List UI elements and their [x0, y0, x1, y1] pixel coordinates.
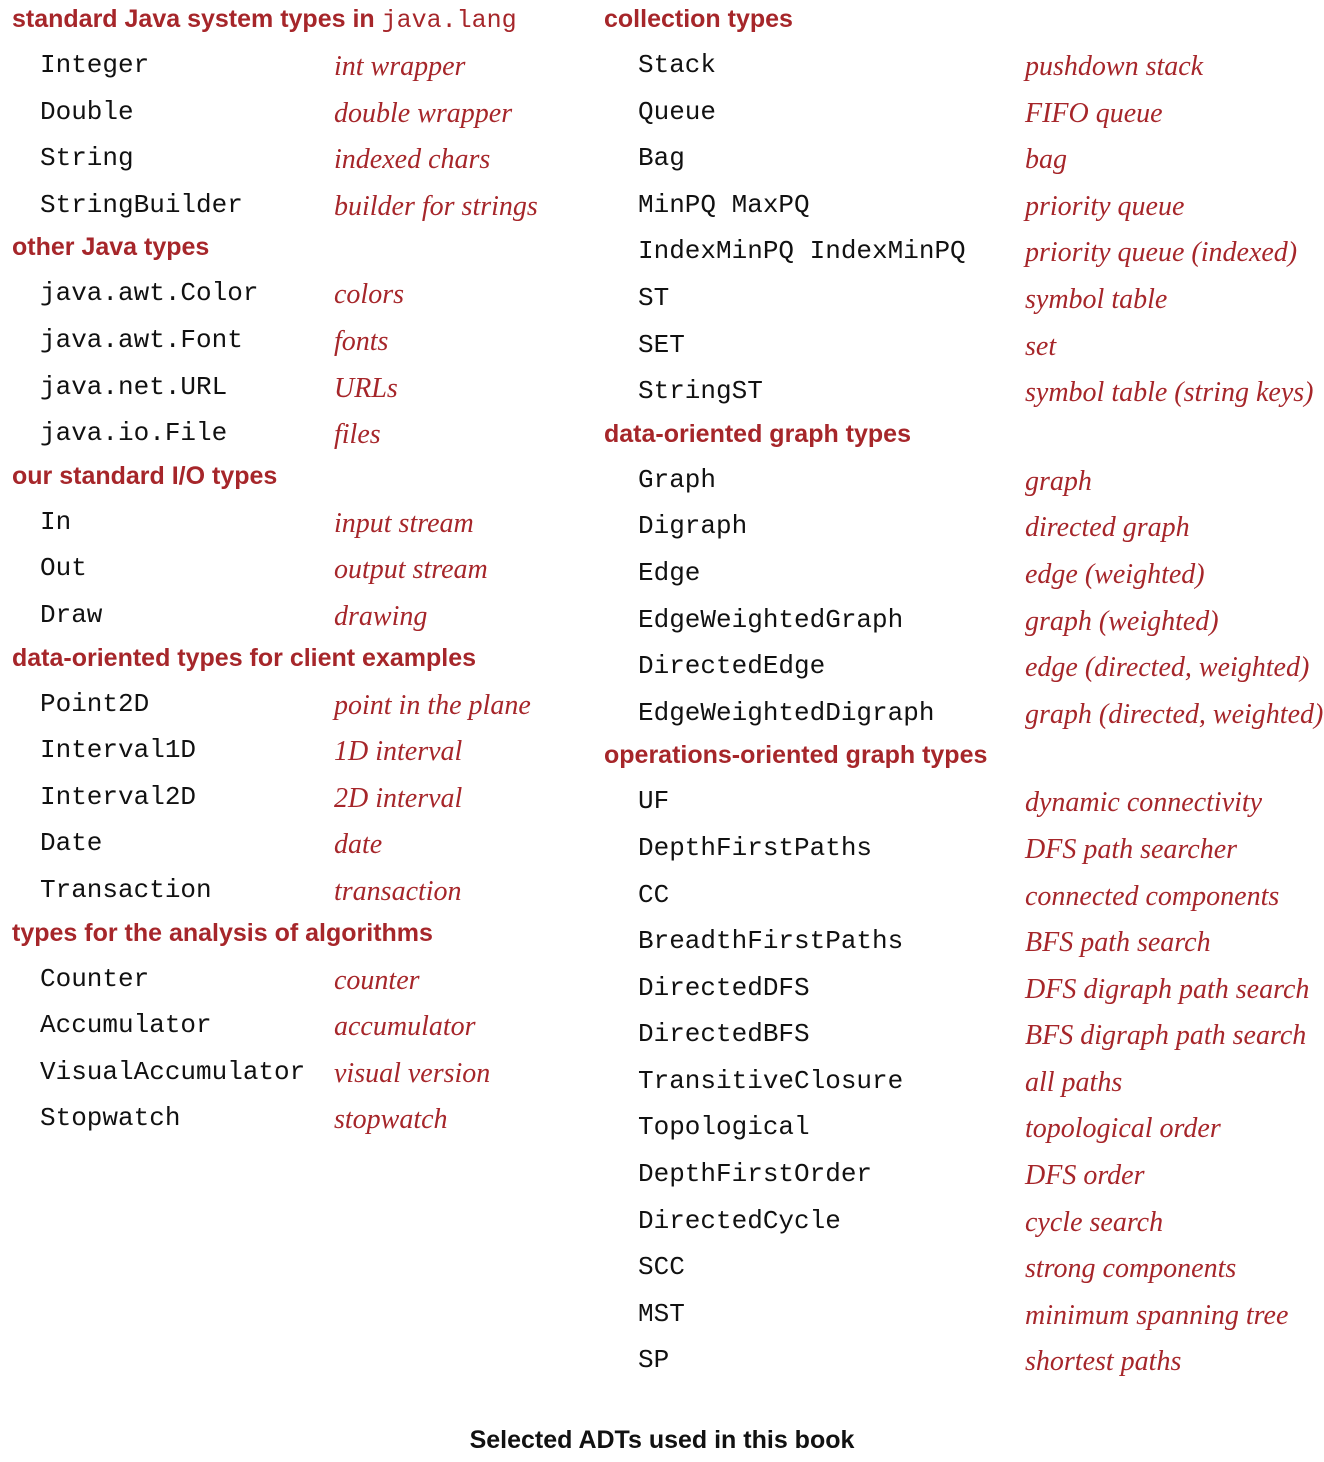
adt-name: Graph: [638, 464, 717, 495]
adt-description: 1D interval: [334, 736, 463, 768]
adt-name: EdgeWeightedGraph: [638, 604, 904, 635]
adt-name: Transaction: [40, 874, 212, 905]
adt-name: java.awt.Color: [40, 278, 259, 309]
adt-name: MinPQ MaxPQ: [638, 189, 810, 220]
section-heading: [12, 914, 572, 956]
section-heading-text: operations-oriented graph types: [604, 741, 988, 770]
adt-name: StringBuilder: [40, 189, 243, 220]
adt-row: [604, 275, 1320, 322]
section-heading-code: java.lang: [381, 6, 517, 35]
adt-description: date: [334, 829, 383, 861]
adt-name: IndexMinPQ IndexMinPQ: [638, 236, 966, 267]
adt-name: DirectedEdge: [638, 651, 826, 682]
adt-description: set: [1025, 330, 1057, 362]
adt-description: minimum spanning tree: [1025, 1299, 1289, 1331]
adt-description: fonts: [334, 325, 389, 357]
adt-description: symbol table: [1025, 283, 1168, 315]
adt-description: output stream: [334, 554, 488, 586]
section-heading: [12, 0, 572, 42]
adt-description: files: [334, 419, 381, 451]
adt-description: stopwatch: [334, 1104, 448, 1136]
adt-name: TransitiveClosure: [638, 1065, 904, 1096]
adt-row: [12, 182, 572, 229]
adt-name: Bag: [638, 143, 685, 174]
adt-description: drawing: [334, 600, 428, 632]
adt-description: directed graph: [1025, 512, 1190, 544]
adt-description: point in the plane: [334, 689, 531, 721]
adt-description: BFS digraph path search: [1025, 1020, 1307, 1052]
adt-row: [12, 681, 572, 728]
adt-description: 2D interval: [334, 782, 463, 814]
adt-row: [604, 597, 1320, 644]
adt-name: Interval1D: [40, 735, 197, 766]
adt-row: [604, 825, 1320, 872]
adt-name: Interval2D: [40, 781, 197, 812]
adt-row: [12, 1049, 572, 1096]
section-other-java-types: [12, 228, 572, 456]
section-data-oriented-types-for-client-examples: [12, 639, 572, 914]
section-standard-java-system-types-in-java-lang: [12, 0, 572, 228]
section-heading: [604, 736, 1320, 778]
adt-description: bag: [1025, 144, 1067, 176]
adt-row: [604, 550, 1320, 597]
section-types-for-the-analysis-of-algorithms: [12, 914, 572, 1142]
adt-name: SET: [638, 329, 685, 360]
adt-description: connected components: [1025, 880, 1280, 912]
section-heading-text: types for the analysis of algorithms: [12, 918, 433, 947]
adt-description: edge (directed, weighted): [1025, 652, 1310, 684]
section-collection-types: [604, 0, 1320, 415]
section-heading: [12, 639, 572, 681]
adt-row: [604, 643, 1320, 690]
adt-name: DepthFirstOrder: [638, 1159, 873, 1190]
section-heading: [604, 415, 1320, 457]
adt-row: [12, 956, 572, 1003]
section-operations-oriented-graph-types: [604, 736, 1320, 1384]
adt-name: Out: [40, 553, 87, 584]
adt-description: colors: [334, 279, 404, 311]
adt-description: priority queue: [1025, 190, 1185, 222]
adt-name: java.net.URL: [40, 371, 228, 402]
adt-row: [12, 317, 572, 364]
adt-row: [12, 820, 572, 867]
adt-name: EdgeWeightedDigraph: [638, 697, 935, 728]
adt-name: DepthFirstPaths: [638, 832, 873, 863]
adt-row: [12, 867, 572, 914]
adt-row: [12, 545, 572, 592]
adt-row: [12, 727, 572, 774]
left-column: [12, 0, 572, 1142]
adt-description: dynamic connectivity: [1025, 787, 1263, 819]
adt-row: [12, 1095, 572, 1142]
adt-row: [604, 690, 1324, 737]
section-heading-text: other Java types: [12, 233, 210, 262]
adt-description: DFS order: [1025, 1160, 1145, 1192]
adt-row: [12, 592, 572, 639]
adt-description: FIFO queue: [1025, 97, 1163, 129]
adt-name: Draw: [40, 599, 103, 630]
adt-name: ST: [638, 282, 670, 313]
adt-row: [12, 42, 572, 89]
section-heading-text: data-oriented types for client examples: [12, 643, 477, 672]
adt-name: Stack: [638, 50, 717, 80]
adt-description: DFS path searcher: [1025, 833, 1238, 865]
adt-description: BFS path search: [1025, 927, 1211, 959]
adt-row: [604, 872, 1320, 919]
adt-row: [604, 1058, 1320, 1105]
adt-name: DirectedDFS: [638, 972, 810, 1003]
adt-description: cycle search: [1025, 1206, 1164, 1238]
adt-row: [604, 1151, 1320, 1198]
adt-name: Counter: [40, 963, 150, 994]
section-heading: [12, 457, 572, 499]
adt-description: DFS digraph path search: [1025, 973, 1310, 1005]
adt-description: int wrapper: [334, 51, 466, 82]
adt-name: Date: [40, 828, 103, 859]
adt-row: [12, 364, 572, 411]
section-heading-text: our standard I/O types: [12, 461, 278, 490]
adt-row: [604, 457, 1320, 504]
adt-description: topological order: [1025, 1113, 1221, 1145]
adt-row: [604, 228, 1320, 275]
adt-row: [604, 918, 1320, 965]
section-data-oriented-graph-types: [604, 415, 1324, 737]
adt-name: StringST: [638, 376, 763, 407]
section-heading-text: standard Java system types in: [12, 5, 382, 33]
adt-row: [12, 89, 572, 136]
figure-caption: Selected ADTs used in this book: [469, 1426, 855, 1454]
adt-row: [604, 1011, 1320, 1058]
adt-row: [604, 42, 1320, 89]
adt-name: SCC: [638, 1252, 685, 1283]
adt-row: [12, 410, 572, 457]
adt-description: indexed chars: [334, 144, 491, 176]
adt-name: SP: [638, 1345, 670, 1376]
adt-description: counter: [334, 964, 420, 996]
adt-description: all paths: [1025, 1066, 1123, 1098]
adt-description: strong components: [1025, 1253, 1237, 1285]
adt-description: graph (directed, weighted): [1025, 698, 1324, 730]
adt-name: Digraph: [638, 511, 748, 542]
adt-description: input stream: [334, 507, 474, 539]
adt-description: shortest paths: [1025, 1346, 1182, 1378]
adt-row: [604, 368, 1320, 415]
adt-description: transaction: [334, 875, 462, 907]
adt-name: Queue: [638, 96, 717, 127]
adt-row: [604, 322, 1320, 369]
adt-name: UF: [638, 786, 670, 817]
adt-row: [12, 499, 572, 546]
section-heading-text: data-oriented graph types: [604, 419, 911, 448]
adt-description: priority queue (indexed): [1025, 237, 1298, 269]
adt-name: Double: [40, 96, 134, 127]
adt-name: DirectedBFS: [638, 1019, 810, 1050]
section-heading: [604, 0, 1320, 42]
adt-row: [604, 1244, 1320, 1291]
adt-name: Accumulator: [40, 1010, 212, 1041]
adt-name: Stopwatch: [40, 1103, 181, 1134]
adt-description: symbol table (string keys): [1025, 377, 1314, 409]
adt-description: URLs: [334, 372, 398, 404]
adt-row: [604, 182, 1320, 229]
adt-row: [604, 135, 1320, 182]
adt-name: In: [40, 506, 72, 537]
section-heading: [12, 228, 572, 270]
adt-row: [604, 1291, 1320, 1338]
adt-description: pushdown stack: [1025, 51, 1204, 82]
adt-name: Topological: [638, 1112, 810, 1143]
adt-row: [604, 1104, 1320, 1151]
adt-name: Point2D: [40, 688, 150, 719]
adt-row: [604, 503, 1320, 550]
adt-name: CC: [638, 879, 670, 910]
adt-name: DirectedCycle: [638, 1205, 841, 1236]
adt-name: java.io.File: [40, 418, 228, 449]
adt-description: accumulator: [334, 1011, 476, 1043]
adt-row: [604, 89, 1320, 136]
adt-description: graph (weighted): [1025, 605, 1219, 637]
adt-description: visual version: [334, 1057, 491, 1089]
adt-row: [12, 774, 572, 821]
adt-row: [12, 135, 572, 182]
adt-name: MST: [638, 1298, 685, 1329]
adt-row: [604, 778, 1320, 825]
adt-row: [12, 270, 572, 317]
adt-name: VisualAccumulator: [40, 1056, 306, 1087]
adt-description: double wrapper: [334, 97, 513, 129]
adt-name: Edge: [638, 557, 701, 588]
adt-row: [12, 1002, 572, 1049]
adt-description: builder for strings: [334, 190, 538, 222]
adt-name: Integer: [40, 50, 150, 80]
adt-description: edge (weighted): [1025, 558, 1205, 590]
section-our-standard-i-o-types: [12, 457, 572, 639]
adt-name: java.awt.Font: [40, 324, 243, 355]
right-column: [604, 0, 1324, 1384]
adt-row: [604, 965, 1320, 1012]
adt-row: [604, 1337, 1320, 1384]
section-heading-text: collection types: [604, 5, 793, 33]
adt-description: graph: [1025, 465, 1092, 497]
adt-name: BreadthFirstPaths: [638, 926, 904, 957]
adt-row: [604, 1198, 1320, 1245]
adt-name: String: [40, 143, 134, 174]
